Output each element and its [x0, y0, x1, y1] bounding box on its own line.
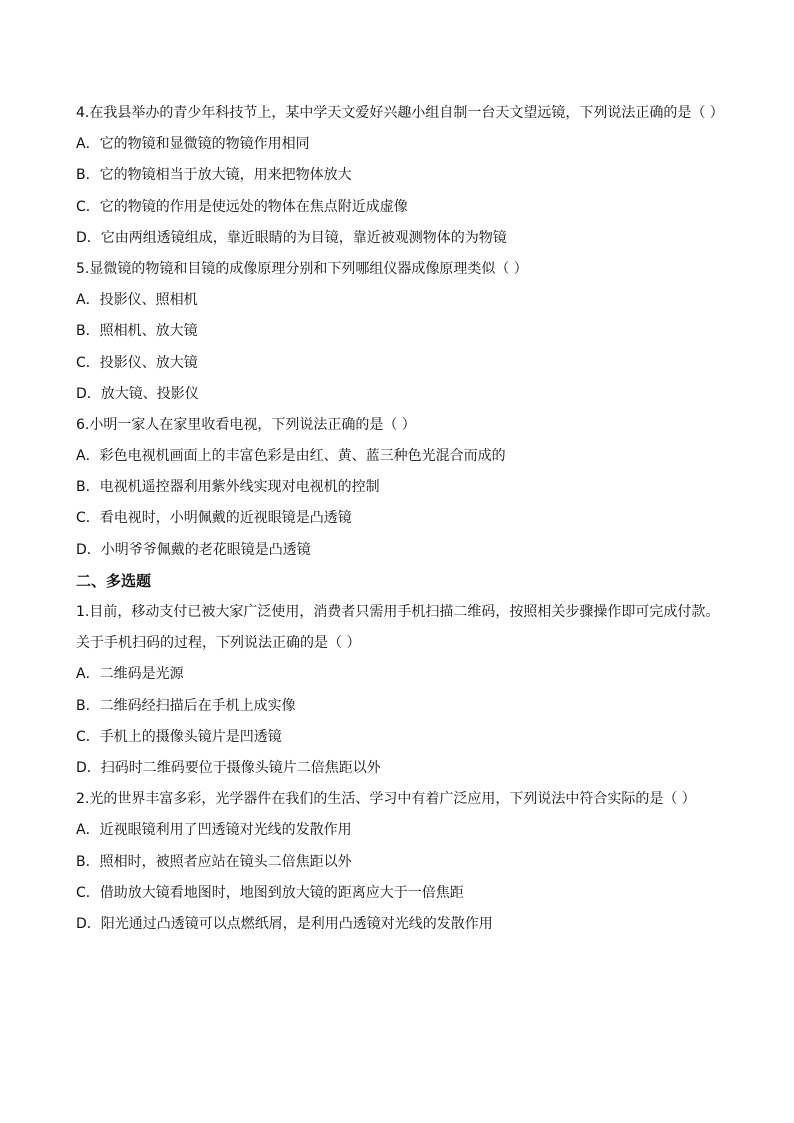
option-c: C．投影仪、放大镜 — [76, 354, 198, 371]
document-page — [76, 98, 726, 940]
option-b: B．照相时，被照者应站在镜头二倍焦距以外 — [76, 853, 352, 870]
option-c: C．看电视时，小明佩戴的近视眼镜是凸透镜 — [76, 510, 352, 527]
option-c: C．手机上的摄像头镜片是凹透镜 — [76, 728, 282, 745]
multi-question-2 — [76, 784, 726, 940]
question-stem: 5.显微镜的物镜和目镜的成像原理分别和下列哪组仪器成像原理类似（ ） — [76, 260, 528, 277]
question-stem: 2.光的世界丰富多彩，光学器件在我们的生活、学习中有着广泛应用，下列说法中符合实际的是（ ） — [76, 791, 696, 808]
option-a: A．彩色电视机画面上的丰富色彩是由红、黄、蓝三种色光混合而成的 — [76, 448, 506, 465]
option-c: C．借助放大镜看地图时，地图到放大镜的距离应大于一倍焦距 — [76, 884, 464, 901]
option-b: B．电视机遥控器利用紫外线实现对电视机的控制 — [76, 479, 380, 496]
section-title-multiple-choice: 二、多选题 — [76, 571, 152, 590]
question-6 — [76, 410, 726, 566]
option-b: B．照相机、放大镜 — [76, 323, 198, 340]
question-stem: 6.小明一家人在家里收看电视，下列说法正确的是（ ） — [76, 416, 416, 433]
question-4 — [76, 98, 726, 254]
option-a: A．近视眼镜利用了凹透镜对光线的发散作用 — [76, 822, 352, 839]
option-b: B．它的物镜相当于放大镜，用来把物体放大 — [76, 167, 352, 184]
option-c: C．它的物镜的作用是使远处的物体在焦点附近成虚像 — [76, 198, 408, 215]
option-d: D．它由两组透镜组成，靠近眼睛的为目镜，靠近被观测物体的为物镜 — [76, 229, 507, 246]
option-d: D．扫码时二维码要位于摄像头镜片二倍焦距以外 — [76, 759, 381, 776]
option-d: D．小明爷爷佩戴的老花眼镜是凸透镜 — [76, 541, 311, 558]
question-5 — [76, 254, 726, 410]
question-stem: 4.在我县举办的青少年科技节上，某中学天文爱好兴趣小组自制一台天文望远镜，下列说法正确的是（ ） — [76, 105, 724, 121]
option-d: D．阳光通过凸透镜可以点燃纸屑，是利用凸透镜对光线的发散作用 — [76, 915, 493, 932]
question-stem: 1.目前，移动支付已被大家广泛使用，消费者只需用手机扫描二维码，按照相关步骤操作即可完成付款。关于手机扫码的过程，下列说法正确的是（ ） — [76, 604, 720, 652]
multi-question-1 — [76, 597, 726, 784]
option-a: A．投影仪、照相机 — [76, 292, 198, 309]
option-a: A．二维码是光源 — [76, 666, 184, 683]
option-a: A．它的物镜和显微镜的物镜作用相同 — [76, 136, 310, 153]
option-b: B．二维码经扫描后在手机上成实像 — [76, 697, 296, 714]
option-d: D．放大镜、投影仪 — [76, 385, 199, 402]
